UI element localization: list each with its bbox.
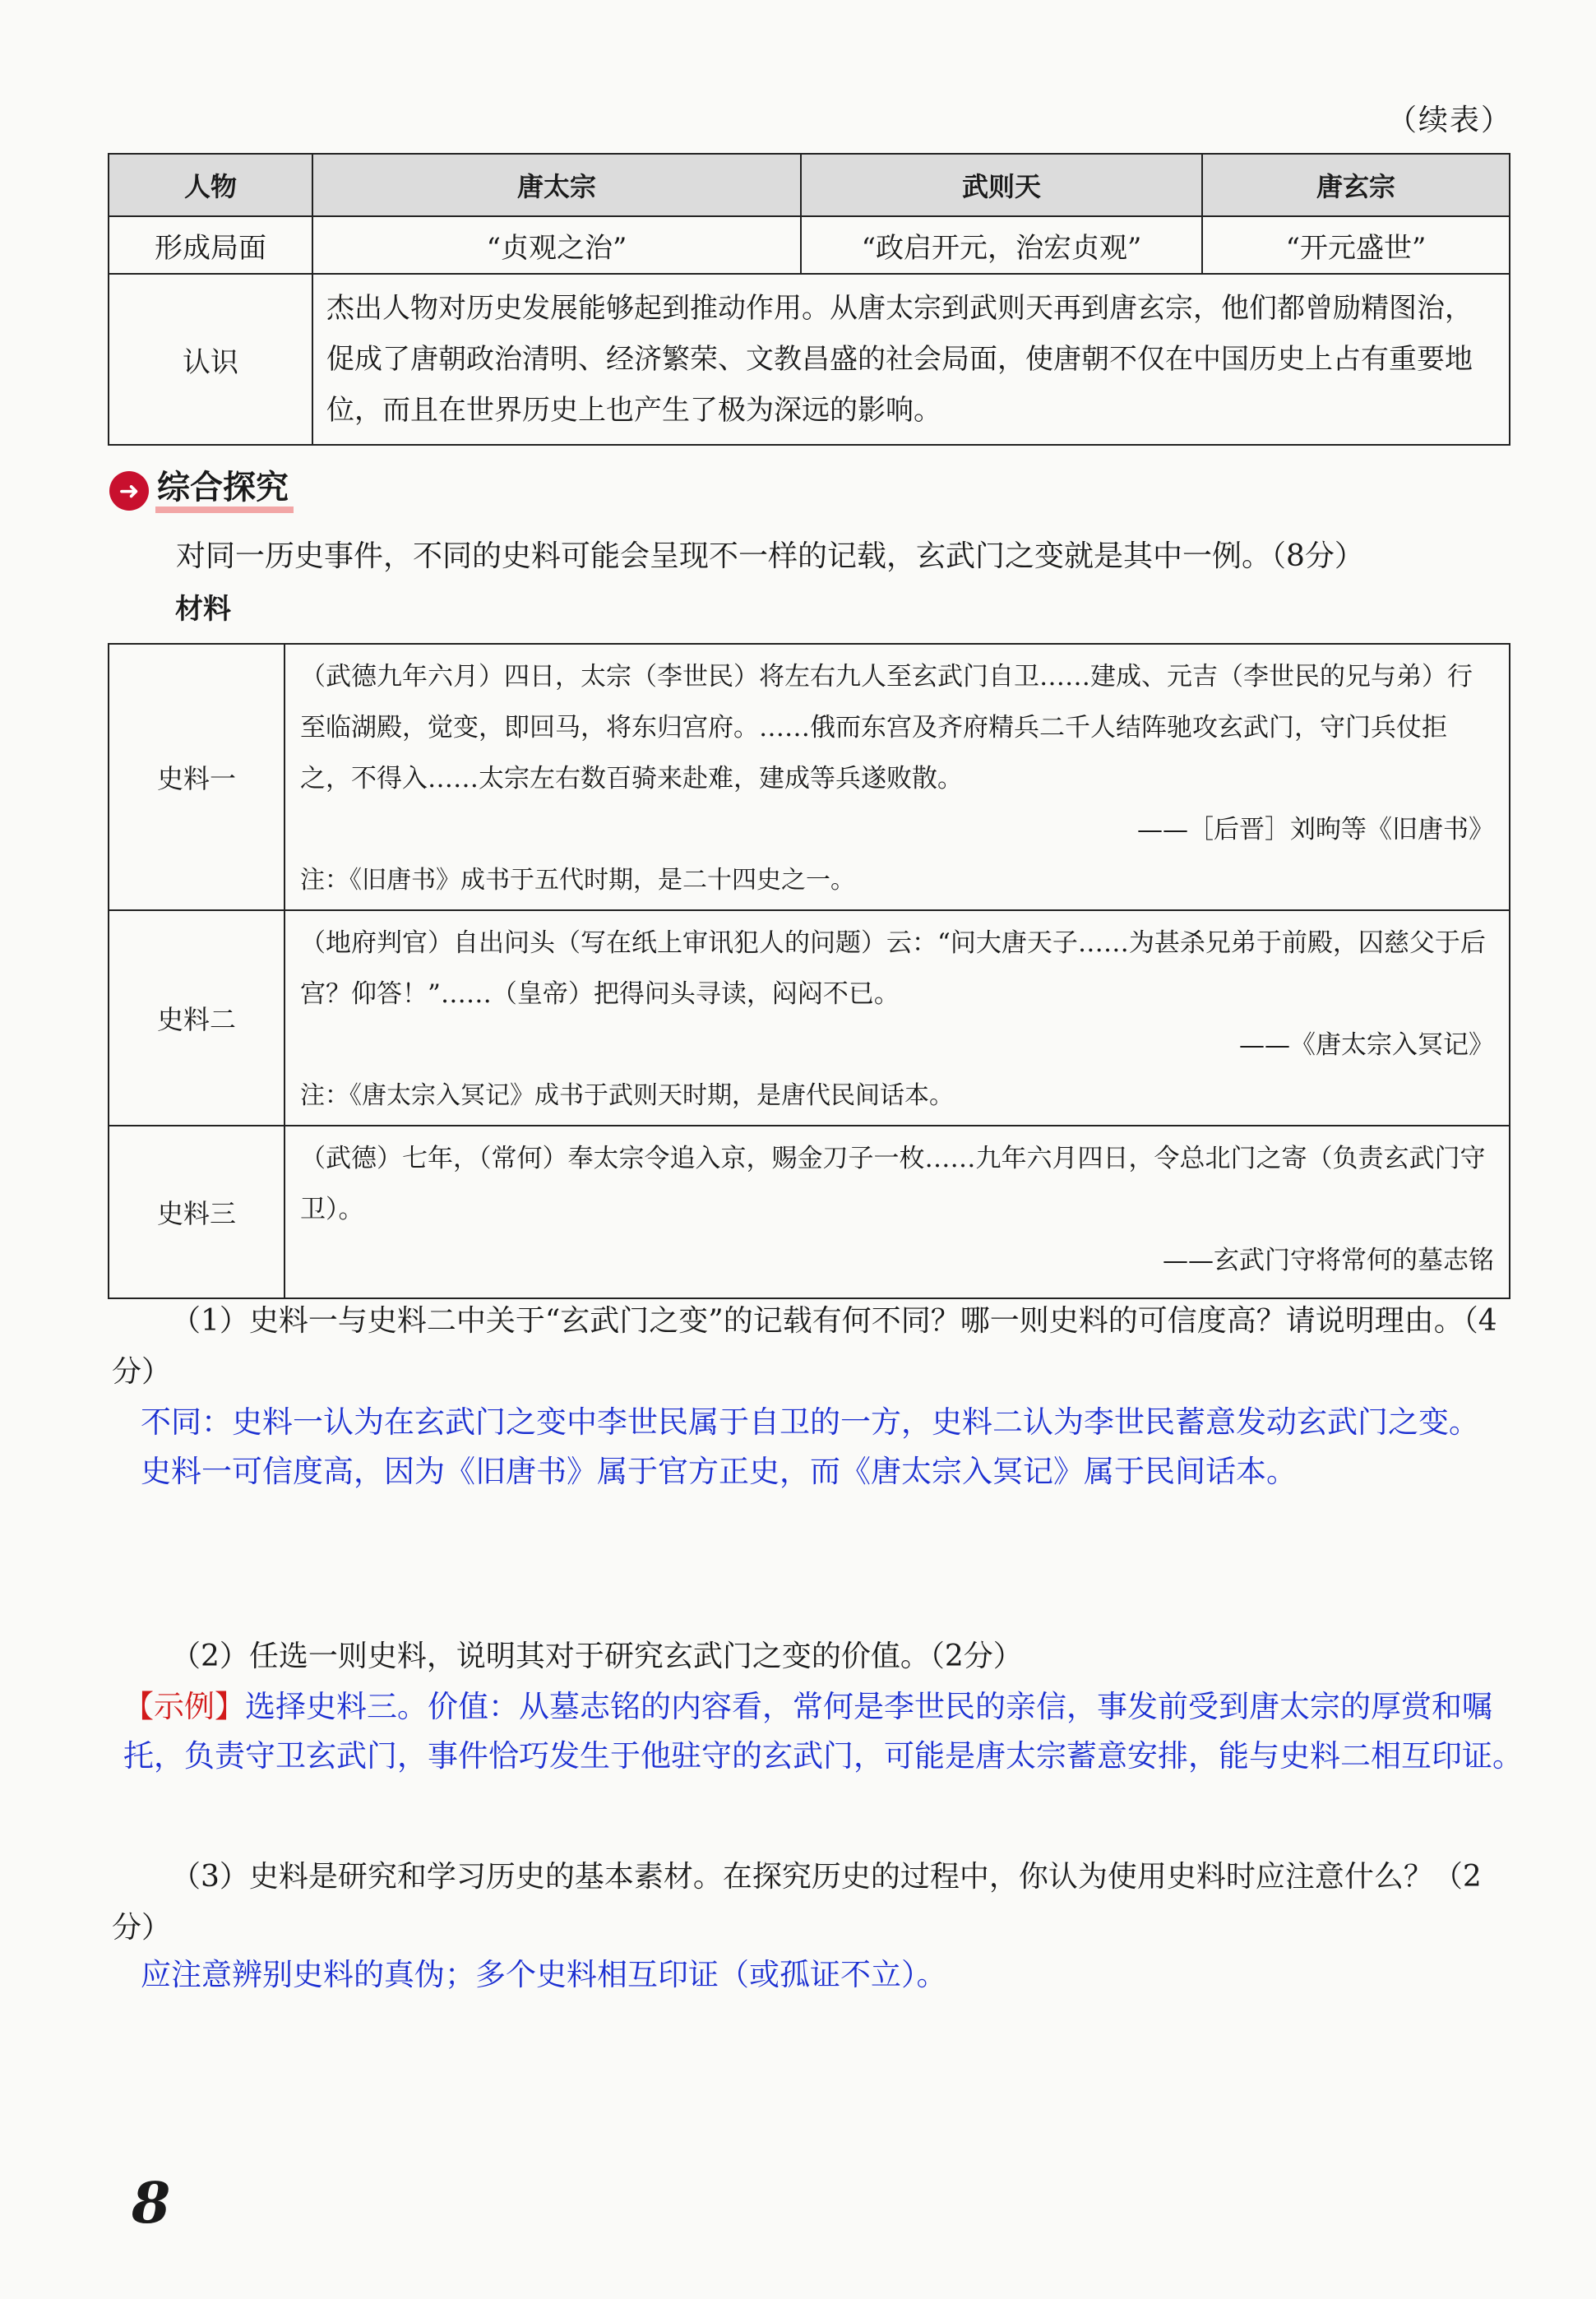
row-label: 认识 — [109, 274, 312, 445]
section-title: 综合探究 — [155, 469, 294, 513]
material-body — [285, 1126, 1510, 1298]
material-body — [285, 644, 1510, 910]
material-source: ——《唐太宗入冥记》 — [1239, 1030, 1494, 1060]
table-cell: “开元盛世” — [1202, 216, 1510, 274]
table-row — [109, 216, 1510, 274]
table-cell: “政启开元，治宏贞观” — [801, 216, 1202, 274]
material-label: 史料二 — [109, 910, 285, 1126]
answer-3 — [141, 1950, 1530, 2000]
materials-table — [108, 643, 1510, 1299]
answer-line: 史料一可信度高，因为《旧唐书》属于官方正史，而《唐太宗入冥记》属于民间话本。 — [141, 1454, 1297, 1489]
material-note: 注：《唐太宗入冥记》成书于武则天时期，是唐代民间话本。 — [300, 1081, 954, 1110]
material-source: ——玄武门守将常何的墓志铭 — [1163, 1246, 1494, 1275]
material-text: （武德九年六月）四日，太宗（李世民）将左右九人至玄武门自卫……建成、元吉（李世民的兄与弟）行至临湖殿，觉变，即回马，将东归宫府。……俄而东宫及齐府精兵二千人结阵驰攻玄武门，守门兵仗拒之，不得入……太宗左右数百骑来赴难，建成等兵遂败散。 — [300, 662, 1473, 793]
table-header-row — [109, 154, 1510, 216]
material-text: （武德）七年，（常何）奉太宗令追入京，赐金刀子一枚……九年六月四日，令总北门之寄（负责玄武门守卫）。 — [300, 1144, 1486, 1224]
page-number: 8 — [132, 2171, 171, 2237]
answer-1 — [141, 1398, 1530, 1496]
header-cell: 唐太宗 — [312, 154, 801, 216]
answer-line: 应注意辨别史料的真伪；多个史料相互印证（或孤证不立）。 — [141, 1957, 947, 1992]
table-row — [109, 644, 1510, 910]
table-cell: “贞观之治” — [312, 216, 801, 274]
material-note: 注：《旧唐书》成书于五代时期，是二十四史之一。 — [300, 866, 855, 895]
question-2: （2）任选一则史料，说明其对于研究玄武门之变的价值。（2分） — [171, 1640, 1023, 1673]
answer-line: 选择史料三。价值：从墓志铭的内容看，常何是李世民的亲信，事发前受到唐太宗的厚赏和嘱托，负责守卫玄武门，事件恰巧发生于他驻守的玄武门，可能是唐太宗蓄意安排，能与史料二相互印证。 — [123, 1689, 1523, 1774]
table-row — [109, 274, 1510, 445]
table-row — [109, 1126, 1510, 1298]
answer-2 — [123, 1682, 1538, 1781]
header-cell: 人物 — [109, 154, 312, 216]
row-label: 形成局面 — [109, 216, 312, 274]
header-cell: 武则天 — [801, 154, 1202, 216]
material-label: 史料一 — [109, 644, 285, 910]
table-cell: 杰出人物对历史发展能够起到推动作用。从唐太宗到武则天再到唐玄宗，他们都曾励精图治，促成了唐朝政治清明、经济繁荣、文教昌盛的社会局面，使唐朝不仅在中国历史上占有重要地位，而且在世界历史上也产生了极为深远的影响。 — [312, 274, 1510, 445]
material-body — [285, 910, 1510, 1126]
example-tag: 【示例】 — [123, 1689, 245, 1724]
material-source: ——［后晋］刘昫等《旧唐书》 — [1137, 815, 1494, 844]
material-text: （地府判官）自出问头（写在纸上审讯犯人的问题）云：“问大唐天子……为甚杀兄弟于前殿，囚慈父于后宫？仰答！”……（皇帝）把得问头寻读，闷闷不已。 — [300, 928, 1486, 1009]
section-header — [109, 467, 294, 515]
intro-text: 对同一历史事件，不同的史料可能会呈现不一样的记载，玄武门之变就是其中一例。（8分） — [176, 539, 1364, 573]
material-label: 史料三 — [109, 1126, 285, 1298]
header-cell: 唐玄宗 — [1202, 154, 1510, 216]
continuation-label: （续表） — [1386, 104, 1512, 137]
comparison-table — [108, 153, 1510, 446]
table-row — [109, 910, 1510, 1126]
arrow-right-icon: ➜ — [109, 471, 149, 511]
materials-label: 材料 — [175, 593, 231, 626]
question-1: （1）史料一与史料二中关于“玄武门之变”的记载有何不同？哪一则史料的可信度高？请说明理由。（4分） — [112, 1304, 1497, 1389]
question-3: （3）史料是研究和学习历史的基本素材。在探究历史的过程中，你认为使用史料时应注意什么？（2分） — [112, 1860, 1482, 1945]
answer-line: 不同：史料一认为在玄武门之变中李世民属于自卫的一方，史料二认为李世民蓄意发动玄武门之变。 — [141, 1404, 1479, 1440]
